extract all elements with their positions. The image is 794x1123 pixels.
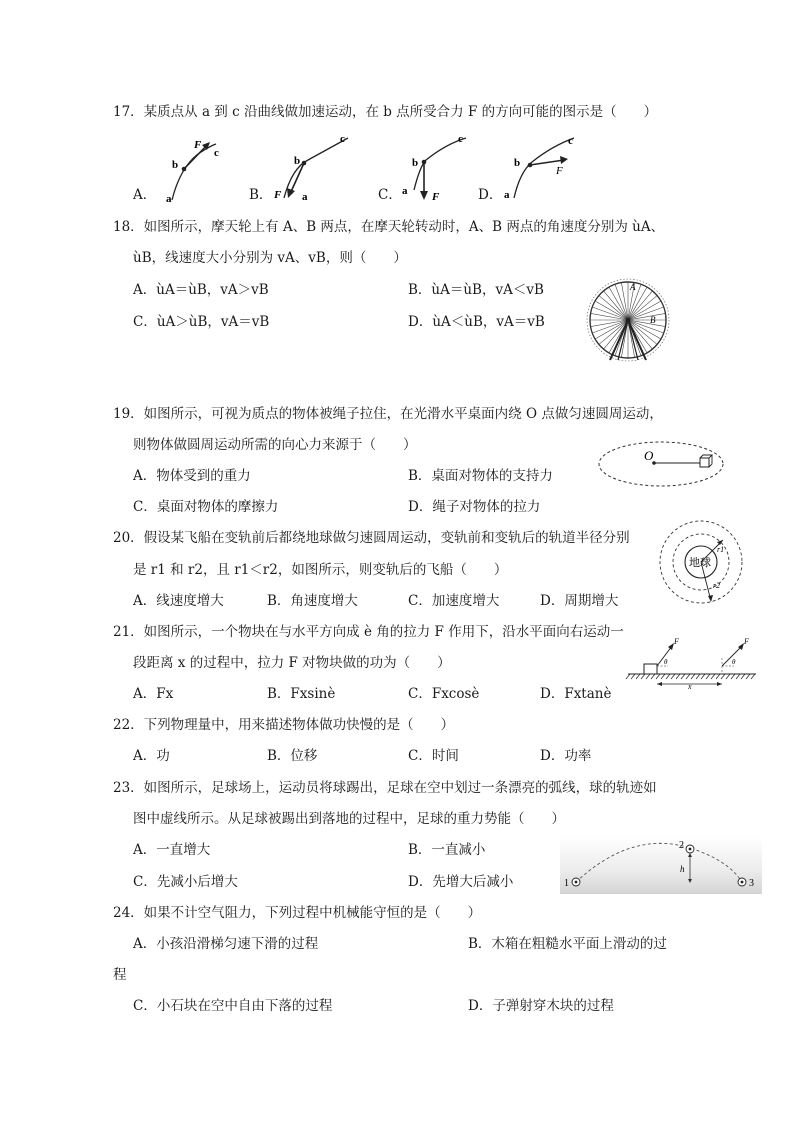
- ground-hatch: [641, 674, 645, 679]
- ground-hatch: [751, 674, 755, 679]
- q17b-label-b: b: [294, 155, 301, 167]
- q19-option-d[interactable]: D．绳子对物体的拉力: [408, 499, 541, 515]
- ground-hatch: [731, 674, 735, 679]
- q23-option-b[interactable]: B．一直减小: [408, 842, 486, 858]
- ground-hatch: [711, 674, 715, 679]
- q23-option-d[interactable]: D．先增大后减小: [408, 874, 514, 890]
- q20-option-a[interactable]: A．线速度增大: [133, 593, 224, 609]
- q22-option-b[interactable]: B．位移: [267, 748, 318, 764]
- ground-hatch: [666, 674, 670, 679]
- force-label-F1: F: [674, 637, 679, 646]
- ground-hatch: [646, 674, 650, 679]
- q19-stem-line2: 则物体做圆周运动所需的向心力来源于（ ）: [133, 437, 417, 453]
- q17-stem: 17．某质点从 a 到 c 沿曲线做加速运动，在 b 点所受合力 F 的方向可能的图示是（ ）: [113, 104, 658, 120]
- q17b-label-a: a: [302, 191, 308, 203]
- ground-hatch: [691, 674, 695, 679]
- ground-hatch: [726, 674, 730, 679]
- q24-option-b-line1[interactable]: B．木箱在粗糙水平面上滑动的过: [468, 936, 667, 952]
- ground-hatch: [681, 674, 685, 679]
- q17d-label-a: a: [504, 189, 510, 201]
- ball-label-2: 2: [679, 840, 684, 851]
- ground-hatch: [671, 674, 675, 679]
- q20-option-b[interactable]: B．角速度增大: [267, 593, 358, 609]
- ground-hatch: [686, 674, 690, 679]
- q24-option-c[interactable]: C．小石块在空中自由下落的过程: [133, 998, 333, 1014]
- q18-stem-line1: 18．如图所示，摩天轮上有 A、B 两点，在摩天轮转动时，A、B 两点的角速度分别为 ùA、: [113, 219, 665, 235]
- ground-hatch: [736, 674, 740, 679]
- q17d-label-c: c: [568, 135, 573, 147]
- q17a-label-b: b: [172, 159, 179, 171]
- distance-label-x: x: [688, 682, 692, 691]
- q18-option-a[interactable]: A．ùA＝ùB，vA＞vB: [133, 282, 269, 298]
- q19-option-b[interactable]: B．桌面对物体的支持力: [408, 468, 553, 484]
- q21-option-a[interactable]: A．Fx: [133, 686, 174, 702]
- q17-option-c-label[interactable]: C．: [378, 187, 402, 203]
- q17b-label-c: c: [340, 133, 345, 145]
- q22-stem: 22．下列物理量中，用来描述物体做功快慢的是（ ）: [113, 717, 455, 733]
- ferris-label-A: A: [630, 282, 636, 292]
- height-label-h: h: [680, 864, 685, 874]
- q17c-label-c: c: [458, 133, 463, 145]
- ground-hatch: [741, 674, 745, 679]
- q17b-label-F: F: [274, 189, 282, 201]
- q17d-label-b: b: [514, 157, 521, 169]
- orbit-diagram: [657, 518, 745, 606]
- q17-diagram-d: [500, 132, 590, 202]
- q20-option-c[interactable]: C．加速度增大: [408, 593, 500, 609]
- force-label-F2: F: [744, 637, 749, 646]
- q18-option-c[interactable]: C．ùA＞ùB，vA＝vB: [133, 314, 270, 330]
- ground-hatch: [626, 674, 630, 679]
- ball-label-1: 1: [564, 878, 569, 889]
- q17a-label-a: a: [166, 193, 172, 205]
- q17-option-d-label[interactable]: D．: [478, 187, 503, 203]
- q17c-label-F: F: [432, 191, 440, 203]
- q17-diagram-a: [158, 138, 228, 204]
- ground-hatch: [716, 674, 720, 679]
- q19-option-a[interactable]: A．物体受到的重力: [133, 468, 251, 484]
- q24-option-b-line2: 程: [113, 967, 127, 983]
- ground-hatch: [631, 674, 635, 679]
- q24-option-a[interactable]: A．小孩沿滑梯匀速下滑的过程: [133, 936, 319, 952]
- q24-stem: 24．如果不计空气阻力，下列过程中机械能守恒的是（ ）: [113, 905, 482, 921]
- q17-option-b-label[interactable]: B．: [249, 187, 273, 203]
- q17-diagram-b: [268, 132, 354, 202]
- q20-stem-line2: 是 r1 和 r2，且 r1＜r2，如图所示，则变轨后的飞船（ ）: [133, 562, 508, 578]
- ground-hatch: [721, 674, 725, 679]
- q19-option-c[interactable]: C．桌面对物体的摩擦力: [133, 499, 279, 515]
- q17-diagram-c: [400, 132, 480, 202]
- ground-hatch: [701, 674, 705, 679]
- angle-label-1: θ: [664, 658, 668, 666]
- ferris-label-B: B: [650, 315, 656, 325]
- q18-option-d[interactable]: D．ùA＜ùB，vA＝vB: [408, 314, 545, 330]
- q18-option-b[interactable]: B．ùA＝ùB，vA＜vB: [408, 282, 544, 298]
- q21-stem-line1: 21．如图所示，一个物块在与水平方向成 è 角的拉力 F 作用下，沿水平面向右运动一: [113, 624, 624, 640]
- q17-option-a-label[interactable]: A．: [133, 187, 157, 203]
- q17a-label-F: F: [194, 139, 202, 151]
- q17d-label-F: F: [556, 165, 563, 177]
- q17a-label-c: c: [214, 147, 219, 159]
- q22-option-c[interactable]: C．时间: [408, 748, 459, 764]
- q21-option-c[interactable]: C．Fxcosè: [408, 686, 480, 702]
- ground-hatch: [636, 674, 640, 679]
- q23-stem-line1: 23．如图所示，足球场上，运动员将球踢出，足球在空中划过一条漂亮的弧线，球的轨迹如: [113, 780, 657, 796]
- ground-hatch: [656, 674, 660, 679]
- ball-label-3: 3: [749, 878, 754, 889]
- orbit-label-r1: r1: [717, 545, 725, 554]
- q17c-label-a: a: [402, 185, 408, 197]
- ground-hatch: [696, 674, 700, 679]
- q21-option-d[interactable]: D．Fxtanè: [540, 686, 612, 702]
- angle-label-2: θ: [732, 658, 736, 666]
- q20-stem-line1: 20．假设某飞船在变轨前后都绕地球做匀速圆周运动，变轨前和变轨后的轨道半径分别: [113, 530, 630, 546]
- ground-hatch: [706, 674, 710, 679]
- ground-hatch: [651, 674, 655, 679]
- q21-option-b[interactable]: B．Fxsinè: [267, 686, 336, 702]
- q19-stem-line1: 19．如图所示，可视为质点的物体被绳子拉住，在光滑水平桌面内绕 O 点做匀速圆周运动，: [113, 406, 663, 422]
- q21-stem-line2: 段距离 x 的过程中，拉力 F 对物块做的功为（ ）: [133, 655, 451, 671]
- ground-hatch: [746, 674, 750, 679]
- q24-option-d[interactable]: D．子弹射穿木块的过程: [468, 998, 614, 1014]
- ferris-wheel-diagram: [580, 268, 676, 360]
- earth-label: 地球: [689, 556, 711, 569]
- football-trajectory-diagram: [560, 836, 762, 894]
- circle-label-O: O: [644, 448, 654, 463]
- q23-stem-line2: 图中虚线所示。从足球被踢出到落地的过程中，足球的重力势能（ ）: [133, 811, 565, 827]
- circular-motion-diagram: [596, 438, 726, 490]
- q23-option-a[interactable]: A．一直增大: [133, 842, 211, 858]
- ground-hatch: [661, 674, 665, 679]
- q22-option-d[interactable]: D．功率: [540, 748, 592, 764]
- orbit-label-r2: r2: [713, 581, 721, 590]
- q22-option-a[interactable]: A．功: [133, 748, 170, 764]
- q23-option-c[interactable]: C．先减小后增大: [133, 874, 238, 890]
- ground-hatch: [676, 674, 680, 679]
- q20-option-d[interactable]: D．周期增大: [540, 593, 619, 609]
- q18-stem-line2: ùB，线速度大小分别为 vA、vB，则（ ）: [133, 250, 407, 266]
- q17c-label-b: b: [412, 157, 419, 169]
- force-work-diagram: [628, 636, 758, 690]
